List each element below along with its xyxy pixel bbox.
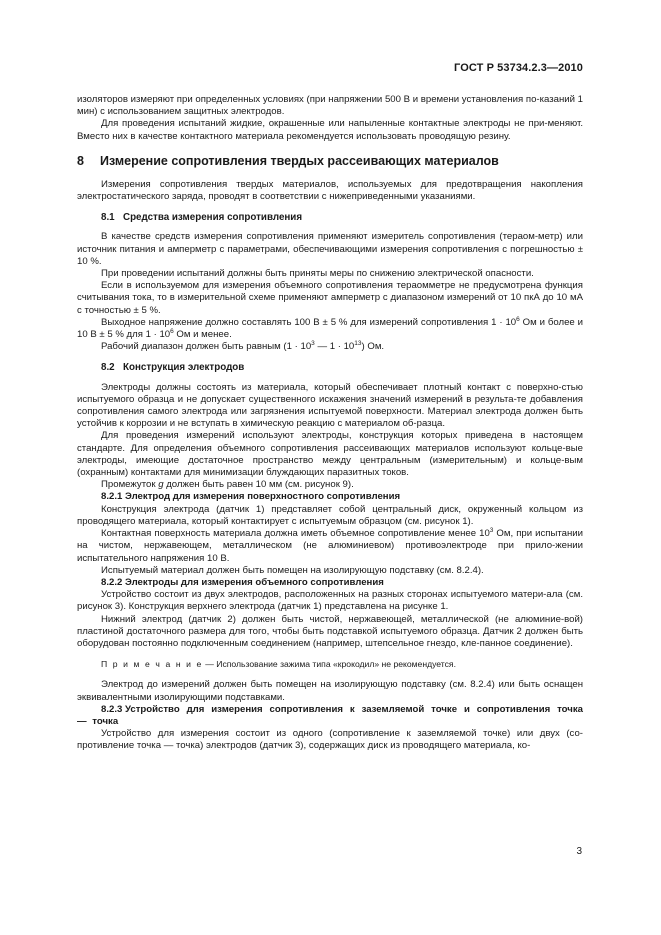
paragraph: Устройство для измерения состоит из одного (сопротивление к заземляемой точке) или двух (со-противление точка — точка) электродов (датчик 3), содержащих диск из проводящего материала, ко- xyxy=(77,728,583,752)
page-number: 3 xyxy=(576,846,582,857)
paragraph: Для проведения испытаний жидкие, окрашенные или напыленные контактные электроды не при-меняют. Вместо них в качестве контактного материала рекомендуется использовать проводящую резину. xyxy=(77,118,583,142)
paragraph: Электрод до измерений должен быть помещен на изолирующую подставку (см. 8.2.4) или быть оснащен эквивалентными изолирующими подставками. xyxy=(77,679,583,703)
section-heading-8-2-1 xyxy=(77,491,583,503)
section-title: Устройство для измерения сопротивления к заземляемой точке и сопротивления точка — точка xyxy=(77,703,583,727)
italic-symbol: g xyxy=(158,479,164,491)
paragraph: Для проведения измерений используют электроды, конструкция которых приведена в настоящем стандарте. Для определения объемного сопротивления рассеивающих материалов используют кольце-вые электроды, имеющие достаточное пространство между центральным (измерительным) и кольце-вым (охранным) контактами для минимизации блуждающих паразитных токов. xyxy=(77,430,583,479)
section-heading-8-2-3 xyxy=(77,704,583,728)
superscript: 3 xyxy=(489,527,494,535)
section-number: 8 xyxy=(77,153,84,168)
page-content xyxy=(77,94,583,753)
paragraph: Нижний электрод (датчик 2) должен быть чистой, нержавеющей, металлической (не алюминие-вой) пластиной достаточного размера для того, чтобы быть подставкой испытуемого образца. Датчик 2 должен быть оборудован постоянно подключенным соединением (например, штепсельное гнездо, кле-панное соединение). xyxy=(77,613,583,649)
standard-header: ГОСТ Р 53734.2.3—2010 xyxy=(454,62,583,74)
text-run: Промежуток xyxy=(101,479,159,491)
section-heading-8-2 xyxy=(77,362,583,374)
paragraph: В качестве средств измерения сопротивления применяют измеритель сопротивления (тераом-метр) или источник питания и амперметр с параметрами, обеспечивающими измерения сопротивления с погрешностью ± 10 %. xyxy=(77,231,583,267)
paragraph: изоляторов измеряют при определенных условиях (при напряжении 500 В и времени установления по-казаний 1 мин) с использованием защитных электродов. xyxy=(77,94,583,118)
text-run: Ом и более и 10 В ± 5 % для 1 · 10 xyxy=(77,316,583,341)
text-run: Ом и менее. xyxy=(173,329,232,341)
paragraph: При проведении испытаний должны быть приняты меры по снижению электрической опасности. xyxy=(101,268,534,280)
superscript: 3 xyxy=(311,340,315,348)
paragraph: Электроды должны состоять из материала, который обеспечивает плотный контакт с поверхно-стью испытуемого образца и не допускает существенного искажения значений измерений в результа-те добавления сопротивления самого электрода или загрязнения испытуемой поверхности. Материал электрода должен быть устойчив к коррозии и не вступать в химическую реакцию с материалом об-разца. xyxy=(77,381,583,430)
superscript: 6 xyxy=(516,315,520,323)
section-number: 8.1 xyxy=(101,212,115,224)
paragraph xyxy=(77,317,583,341)
paragraph xyxy=(77,479,583,491)
section-number: 8.2.2 xyxy=(101,576,123,588)
section-title: Конструкция электродов xyxy=(123,362,245,374)
note-text: — Использование зажима типа «крокодил» не рекомендуется. xyxy=(202,659,456,670)
paragraph: Измерения сопротивления твердых материалов, используемых для предотвращения накопления электростатического заряда, проводят в соответствии с нижеприведенными указаниями. xyxy=(77,178,583,203)
text-run: Выходное напряжение должно составлять 100 В ± 5 % для измерений сопротивления 1 · 10 xyxy=(101,316,517,328)
note xyxy=(77,658,583,670)
paragraph: Испытуемый материал должен быть помещен на изолирующую подставку (см. 8.2.4). xyxy=(101,564,484,576)
superscript: 6 xyxy=(170,328,174,336)
text-run: должен быть равен 10 мм (см. рисунок 9). xyxy=(163,479,354,491)
paragraph: Конструкция электрода (датчик 1) представляет собой центральный диск, окруженный кольцом из проводящего материала, который контактирует с испытуемым образцом (см. рисунок 1). xyxy=(77,503,583,527)
text-run: Контактная поверхность материала должна иметь объемное сопротивление менее 10 xyxy=(101,528,490,540)
section-number: 8.2.1 xyxy=(101,491,123,503)
section-title: Электроды для измерения объемного сопротивления xyxy=(125,576,384,588)
text-run: ) Ом. xyxy=(361,341,385,353)
section-heading-8-1 xyxy=(77,212,583,224)
section-title: Средства измерения сопротивления xyxy=(123,212,303,224)
section-heading-8 xyxy=(77,154,583,169)
text-run: Рабочий диапазон должен быть равным (1 · 10 xyxy=(101,341,312,353)
paragraph: Если в используемом для измерения объемного сопротивления тераомметре не предусмотрена функция считывания тока, то в измерительной схеме применяют амперметр с диапазоном измерений от 10 пкА до 10 мА с точностью ± 5 %. xyxy=(77,280,583,316)
superscript: 13 xyxy=(354,340,362,348)
section-number: 8.2 xyxy=(101,362,115,374)
text-run: Ом, при испытании на чистом, нержавеющем, металлическом (не алюминиевом) противоэлектроде при прило-жении испытательного напряжения 10 В. xyxy=(77,528,583,564)
section-heading-8-2-2 xyxy=(77,577,583,589)
note-label: П р и м е ч а н и е xyxy=(101,659,203,670)
paragraph: Устройство состоит из двух электродов, расположенных на разных сторонах испытуемого матери-ала (см. рисунок 3). Конструкция верхнего электрода (датчик 1) представлена на рисунке 1. xyxy=(77,589,583,613)
section-title: Электрод для измерения поверхностного сопротивления xyxy=(125,491,401,503)
section-title: Измерение сопротивления твердых рассеивающих материалов xyxy=(100,153,499,168)
paragraph xyxy=(77,528,583,565)
text-run: — 1 · 10 xyxy=(314,341,355,353)
section-number: 8.2.3 xyxy=(101,703,123,715)
paragraph xyxy=(77,341,583,353)
